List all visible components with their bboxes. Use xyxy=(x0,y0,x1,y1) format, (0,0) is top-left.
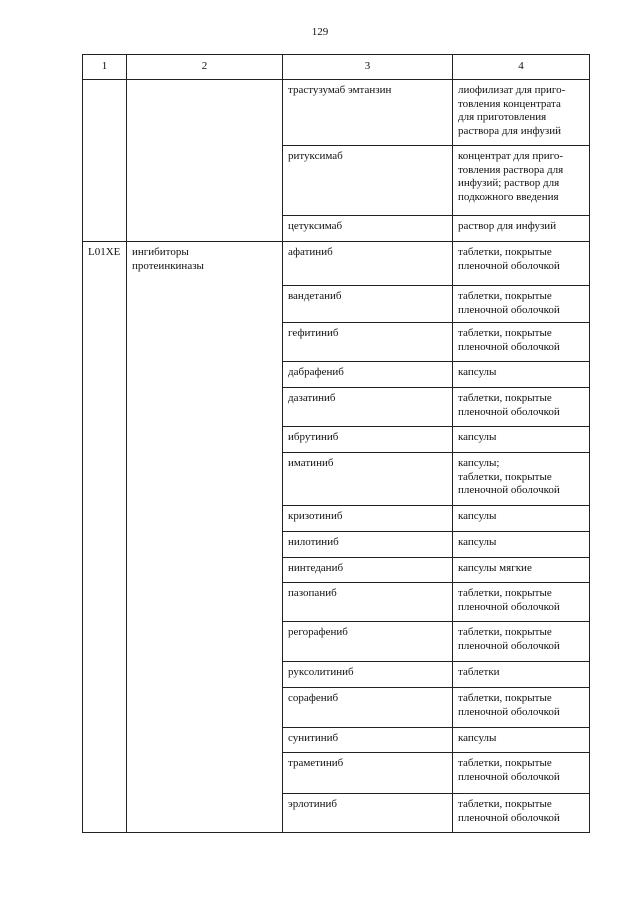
l01xe-atc-code: L01XE xyxy=(83,242,127,833)
continued-atc-code xyxy=(83,80,127,242)
dosage-form: капсулы xyxy=(453,362,590,388)
column-header-1: 1 xyxy=(83,55,127,80)
drug-name: траметиниб xyxy=(283,753,453,794)
l01xe-group-name: ингибиторы протеинкиназы xyxy=(127,242,283,833)
drug-name: цетуксимаб xyxy=(283,216,453,242)
dosage-form: таблетки, покрытые пленочной оболочкой xyxy=(453,323,590,362)
dosage-form: таблетки, покрытые пленочной оболочкой xyxy=(453,242,590,286)
drug-name: пазопаниб xyxy=(283,583,453,622)
table-row xyxy=(83,80,590,146)
dosage-form: таблетки, покрытые пленочной оболочкой xyxy=(453,286,590,323)
drug-name: ибрутиниб xyxy=(283,427,453,453)
dosage-form: лиофилизат для приго- товления концентрата для приготовления раствора для инфузий xyxy=(453,80,590,146)
drug-name: эрлотиниб xyxy=(283,794,453,833)
dosage-form: капсулы xyxy=(453,427,590,453)
drug-name: руксолитиниб xyxy=(283,662,453,688)
dosage-form: таблетки, покрытые пленочной оболочкой xyxy=(453,688,590,728)
dosage-form: таблетки, покрытые пленочной оболочкой xyxy=(453,622,590,662)
table-row xyxy=(83,242,590,286)
drug-name: нилотиниб xyxy=(283,532,453,558)
drug-name: регорафениб xyxy=(283,622,453,662)
column-header-4: 4 xyxy=(453,55,590,80)
dosage-form: таблетки, покрытые пленочной оболочкой xyxy=(453,794,590,833)
drug-name: афатиниб xyxy=(283,242,453,286)
dosage-form: таблетки, покрытые пленочной оболочкой xyxy=(453,583,590,622)
drug-name: кризотиниб xyxy=(283,506,453,532)
drug-table xyxy=(82,54,590,833)
dosage-form: капсулы; таблетки, покрытые пленочной оболочкой xyxy=(453,453,590,506)
continued-group-name xyxy=(127,80,283,242)
dosage-form: капсулы xyxy=(453,506,590,532)
table-body xyxy=(83,80,590,833)
drug-name: сорафениб xyxy=(283,688,453,728)
drug-name: нинтеданиб xyxy=(283,558,453,583)
dosage-form: капсулы xyxy=(453,728,590,753)
dosage-form: таблетки xyxy=(453,662,590,688)
dosage-form: концентрат для приго- товления раствора для инфузий; раствор для подкожного введения xyxy=(453,146,590,216)
page-number: 129 xyxy=(311,26,329,38)
drug-name: трастузумаб эмтанзин xyxy=(283,80,453,146)
dosage-form: таблетки, покрытые пленочной оболочкой xyxy=(453,388,590,427)
drug-name: сунитиниб xyxy=(283,728,453,753)
drug-name: ритуксимаб xyxy=(283,146,453,216)
dosage-form: раствор для инфузий xyxy=(453,216,590,242)
drug-name: гефитиниб xyxy=(283,323,453,362)
drug-name: иматиниб xyxy=(283,453,453,506)
dosage-form: капсулы мягкие xyxy=(453,558,590,583)
header-row xyxy=(83,55,590,80)
drug-name: дазатиниб xyxy=(283,388,453,427)
dosage-form: таблетки, покрытые пленочной оболочкой xyxy=(453,753,590,794)
dosage-form: капсулы xyxy=(453,532,590,558)
drug-name: дабрафениб xyxy=(283,362,453,388)
drug-name: вандетаниб xyxy=(283,286,453,323)
column-header-2: 2 xyxy=(127,55,283,80)
column-header-3: 3 xyxy=(283,55,453,80)
